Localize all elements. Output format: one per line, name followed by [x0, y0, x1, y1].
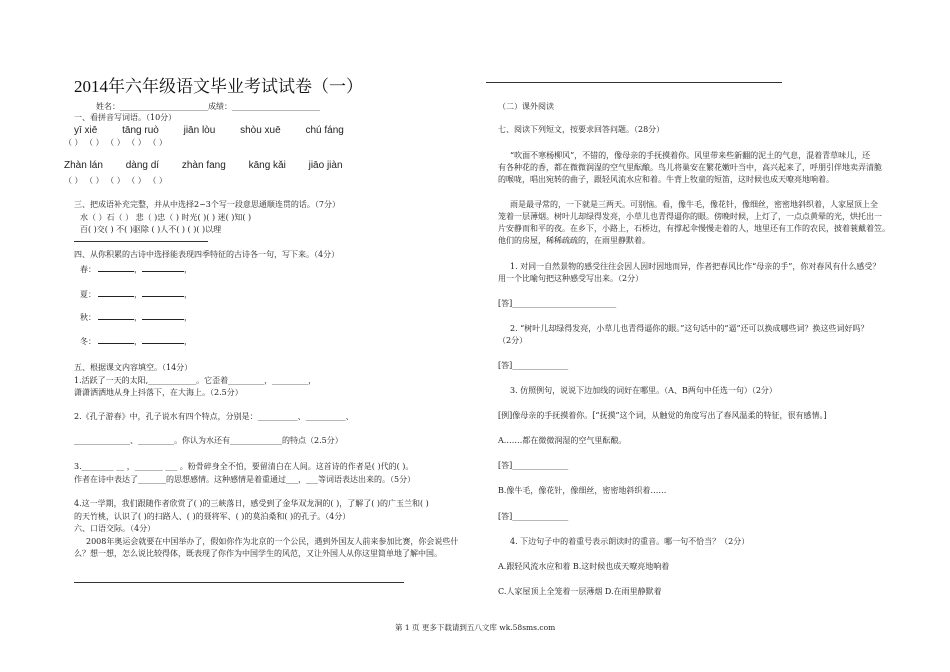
q7-title: 七、阅读下列短文，按要求回答问题。（28分） — [498, 125, 665, 134]
question-3-option-a: A.……都在微微润湿的空气里酝酿。 — [498, 436, 627, 445]
question-1-line-2: 用一个比喻句把这种感受写出来。（2分） — [498, 274, 644, 283]
divider — [74, 241, 208, 242]
pinyin-row-2 — [64, 160, 343, 172]
name-score-line: 姓名：______________________成绩：______________________ — [96, 102, 320, 111]
question-3-example: [例]像母亲的手抚摸着你。[“抚摸”这个词，从触觉的角度写出了春风温柔的特征，很有感情。] — [498, 411, 827, 420]
q3-title: 三、把成语补充完整，并从中选择2~3个写一段意思通顺连贯的话。（7分） — [74, 200, 340, 209]
pinyin-8: zhàn fang — [181, 160, 226, 171]
season-spring: 春： ， ， — [80, 265, 192, 274]
q5-item-1b: 潇潇洒洒地从身上抖落下，在大海上。（2.5分） — [74, 388, 243, 397]
q3-idioms-line-2: 百( )交( ) 不( )驱除 ( )人不( ) ( )( )以理 — [80, 225, 222, 234]
question-2-line-1: 2. “树叶儿却绿得发亮，小草儿也青得逼你的眼。”这句话中的“逼”还可以换成哪些词？换这些词好吗？ — [510, 324, 869, 333]
question-4-options-ab: A.跟轻风流水应和着 B.这时候也成天嘹亮地响着 — [498, 562, 670, 571]
q3-idioms-line-1: 水（ ）石（ ） 悲（ )忠（ ) 时光( )( ) 迷( )知( ) — [80, 213, 252, 222]
season-winter: 冬： ， ， — [80, 337, 192, 346]
question-4-options-cd: C.人家屋顶上全笼着一层薄烟 D.在雨里静默着 — [498, 587, 662, 596]
answer-2: [答]______________ — [498, 361, 569, 370]
passage-p2-line-3: 片安静而和平的夜。在乡下，小路上，石桥边，有撑起伞慢慢走着的人，地里还有工作的农民，披着蓑戴着笠。 — [498, 224, 890, 233]
passage-p1-line-1: “吹面不寒杨柳风”，不错的，像母亲的手抚摸着你。风里带来些新翻的泥土的气息，混着青草味儿，还 — [510, 151, 871, 160]
q6-paragraph-line-1: 2008年奥运会就要在中国举办了，假如你作为北京的一个公民，遇到外国友人前来参加比赛，你会说些什 — [86, 537, 459, 546]
pinyin-2: tāng ruò — [122, 125, 159, 136]
top-rule — [486, 82, 782, 83]
answer-brackets-row-1: （ ） （ ） （ ） （ ） （ ） — [64, 138, 167, 147]
q5-item-2b: ______________、_________。你认为水还有_____________的特点（2.5分） — [74, 436, 343, 445]
pinyin-1: yī xiē — [74, 125, 98, 136]
pinyin-6: Zhàn lán — [64, 160, 103, 171]
q5-item-4a: 4.这一学期，我们跟随作者欣赏了( )的三峡落日，感受到了金华双龙洞的( )，了解了( )的广玉兰和( ) — [74, 499, 429, 508]
season-autumn: 秋： ， ， — [80, 313, 192, 322]
pinyin-5: chú fáng — [305, 125, 344, 136]
question-1-line-1: 1. 对同一自然景物的感受往往会因人因时因地而异，作者把春风比作“母亲的手”，你对春风有什么感受？ — [510, 262, 881, 271]
q5-item-3b: 作者在诗中表达了_______的思想感情。这种感情是着重通过___，___等词语表达出来的。（5分） — [74, 475, 416, 484]
passage-p1-line-3: 的喉咙，唱出宛转的曲子，跟轻风流水应和着。牛背上牧童的短笛，这时候也成天嘹亮地响着。 — [498, 175, 834, 184]
answer-line — [74, 582, 404, 583]
q5-title: 五、根据课文内容填空。（14分） — [74, 363, 193, 372]
q1-title: 一、看拼音写词语。（10分） — [74, 113, 177, 122]
passage-p2-line-2: 笼着一层薄烟。树叶儿却绿得发亮，小草儿也青得逼你的眼。傍晚时候，上灯了，一点点黄晕的光，烘托出一 — [498, 212, 882, 221]
pinyin-3: jiān lòu — [183, 125, 216, 136]
passage-p1-line-2: 有各种花的香，都在微微润湿的空气里酝酿。鸟儿将巢安在繁花嫩叶当中，高兴起来了，呼朋引伴地卖弄清脆 — [498, 163, 882, 172]
answer-brackets-row-2: （ ） （ ） （ ） （ ） （ ） — [64, 176, 167, 185]
question-3-option-b: B.像牛毛，像花针，像细丝，密密地斜织着…… — [498, 486, 667, 495]
q6-title: 六、口语交际。（4分） — [74, 524, 156, 533]
page-title: 2014年六年级语文毕业考试试卷（一） — [74, 77, 363, 96]
q5-item-1a: 1.活跃了一天的太阳,____________。它歪着_________，_________， — [74, 376, 317, 385]
answer-1: [答]__________________________ — [498, 299, 617, 308]
q6-paragraph-line-2: 么？想一想，怎么说比较得体，既表现了你作为中国学生的风范，又让外国人从你这里简单地了解中国。 — [74, 549, 442, 558]
question-2-line-2: （2分） — [498, 336, 528, 345]
pinyin-9: kāng kǎi — [248, 160, 286, 171]
passage-p2-line-1: 雨是最寻常的，一下就是三两天。可别恼。看，像牛毛，像花针，像细丝，密密地斜织着，人家屋顶上全 — [510, 200, 878, 209]
q5-item-4b: 的天竹桃，认识了( )的扫路人、( )的聂将军、( )的莫泊桑和( )的孔子。（4分） — [74, 512, 351, 521]
page-footer: 第 1 页 更多下载请到五八文库 wk.58sms.com — [395, 623, 556, 632]
section-title: （二）课外阅读 — [498, 102, 554, 111]
pinyin-row-1 — [74, 125, 344, 137]
answer-3a: [答]______________ — [498, 461, 569, 470]
question-4: 4. 下边句子中的着重号表示朗读时的重音。哪一句不恰当？（2分） — [510, 537, 750, 546]
passage-p2-line-4: 他们的房屋，稀稀疏疏的，在雨里静默着。 — [498, 236, 650, 245]
answer-3b: [答]______________ — [498, 512, 569, 521]
season-summer: 夏： ， ， — [80, 290, 192, 299]
question-3: 3. 仿照例句，说说下边加线的词好在哪里。（A、B两句中任选一句）（2分） — [510, 386, 777, 395]
pinyin-10: jiāo jiàn — [308, 160, 343, 171]
pinyin-7: dàng dí — [125, 160, 160, 171]
q5-item-2a: 2.《孔子游春》中，孔子说水有四个特点，分别是：__________、__________、 — [74, 412, 354, 421]
pinyin-4: shòu xuē — [240, 125, 281, 136]
q5-item-3a: 3.________ __ ，_______ ___ 。粉骨碎身全不怕，要留清白在人间。这首诗的作者是( )代的( )。 — [74, 462, 414, 471]
q4-title: 四、从你积累的古诗中选择能表现四季特征的古诗各一句，写下来。（4分） — [74, 250, 340, 259]
